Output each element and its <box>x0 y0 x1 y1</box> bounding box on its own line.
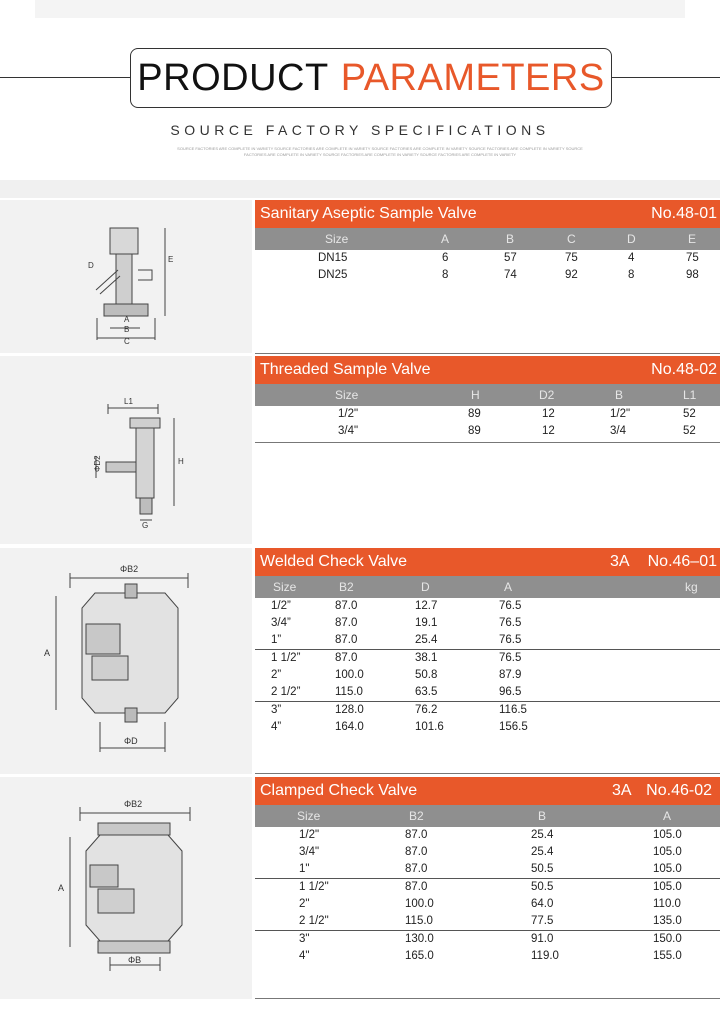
table-row <box>255 844 720 861</box>
cell: 105.0 <box>653 863 682 875</box>
label-b: B <box>124 325 130 334</box>
cell: 52 <box>683 408 696 420</box>
table-body <box>255 827 720 965</box>
cell: 6 <box>442 252 449 264</box>
product-name: Welded Check Valve <box>260 553 408 570</box>
col-l1: L1 <box>683 388 697 402</box>
cell: 2” <box>271 669 282 681</box>
cell: 74 <box>504 269 517 281</box>
table-row <box>255 667 720 684</box>
product-code: No.46–01 <box>647 553 717 570</box>
cell: 3" <box>299 933 310 945</box>
product-header <box>255 548 720 576</box>
label-a: A <box>124 315 130 324</box>
title-word-1: PRODUCT <box>137 56 329 99</box>
spec-panel-aseptic <box>255 200 720 284</box>
table-row <box>255 913 720 930</box>
col-b: B <box>506 232 515 246</box>
cell: 115.0 <box>335 686 363 698</box>
product-header <box>255 777 720 805</box>
label-d2: ΦD2 <box>93 455 102 472</box>
table-row <box>255 896 720 913</box>
section-divider-top <box>0 180 720 198</box>
cell: 105.0 <box>653 846 682 858</box>
cell: 2 1/2” <box>271 686 301 698</box>
table-row <box>255 423 720 440</box>
cell: 25.4 <box>415 634 438 646</box>
cell: 100.0 <box>335 669 364 681</box>
cell: 87.0 <box>405 863 428 875</box>
title-word-2: PARAMETERS <box>340 56 605 99</box>
cell: 119.0 <box>531 950 559 962</box>
cell: 3” <box>271 704 282 716</box>
page-title <box>130 48 612 108</box>
cell: 12.7 <box>415 600 438 612</box>
cell: 4” <box>271 721 282 733</box>
cell: 1" <box>299 863 310 875</box>
section-bottom-line <box>255 998 720 999</box>
table-row <box>255 827 720 844</box>
cell: 87.0 <box>335 600 358 612</box>
col-size: Size <box>325 232 349 246</box>
cell: 89 <box>468 408 481 420</box>
table-row <box>255 250 720 267</box>
cell: 128.0 <box>335 704 364 716</box>
col-b: B <box>538 809 547 823</box>
col-size: Size <box>335 388 359 402</box>
table-header-row <box>255 805 720 827</box>
cell: 2 1/2" <box>299 915 329 927</box>
product-header <box>255 356 720 384</box>
label-g: G <box>142 521 149 530</box>
cell: 63.5 <box>415 686 438 698</box>
table-row <box>255 267 720 284</box>
diagram-aseptic <box>0 200 252 353</box>
table-row <box>255 598 720 615</box>
cell: 110.0 <box>653 898 681 910</box>
cell: 96.5 <box>499 686 522 698</box>
top-band <box>35 0 685 18</box>
cell: 38.1 <box>415 652 438 664</box>
fine-print-1: SOURCE FACTORIES ARE COMPLETE IN VARIETY SOURCE FACTORIES ARE COMPLETE IN VARIETY SOURCE FACTORIES ARE COMPLETE IN VARIETY SOURCE FACTORIES ARE COMPLETE IN VARIETY SOURCE <box>177 146 583 151</box>
product-name: Threaded Sample Valve <box>260 361 431 378</box>
product-code: No.48-01 <box>651 205 717 222</box>
cell: 8 <box>442 269 449 281</box>
product-standard-tag: 3A <box>612 782 632 799</box>
cell: 1” <box>271 634 282 646</box>
table-row <box>255 632 720 649</box>
spec-panel-threaded <box>255 356 720 440</box>
cell: 3/4” <box>271 617 291 629</box>
cell: 19.1 <box>415 617 438 629</box>
cell: 75 <box>686 252 699 264</box>
table-header-row <box>255 576 720 598</box>
cell: 57 <box>504 252 517 264</box>
spec-panel-clamped <box>255 777 720 965</box>
col-size: Size <box>273 580 297 594</box>
spec-panel-welded <box>255 548 720 736</box>
cell: 3/4 <box>610 425 626 437</box>
cell: 130.0 <box>405 933 434 945</box>
diagram-threaded <box>0 356 252 544</box>
cell: 12 <box>542 425 555 437</box>
section-bottom-line <box>255 773 720 774</box>
col-kg: kg <box>685 580 698 594</box>
product-name: Clamped Check Valve <box>260 782 418 799</box>
cell: 87.0 <box>335 652 358 664</box>
col-b2: B2 <box>409 809 424 823</box>
table-row <box>255 406 720 423</box>
col-d: D <box>421 580 430 594</box>
valve-drawing-threaded <box>0 356 252 544</box>
label-d: ΦD <box>124 736 138 746</box>
cell: 1/2" <box>299 829 320 841</box>
table-row <box>255 861 720 878</box>
table-header-row <box>255 384 720 406</box>
cell: 135.0 <box>653 915 682 927</box>
cell: 89 <box>468 425 481 437</box>
cell: DN25 <box>318 269 348 281</box>
label-e: E <box>168 255 174 264</box>
product-code: No.46-02 <box>646 782 712 799</box>
cell: 164.0 <box>335 721 364 733</box>
table-row <box>255 684 720 701</box>
product-standard-tag: 3A <box>610 553 630 570</box>
label-b: ΦB <box>128 955 142 965</box>
col-e: E <box>688 232 697 246</box>
cell: 1/2" <box>610 408 631 420</box>
valve-drawing-aseptic <box>0 200 252 353</box>
cell: 100.0 <box>405 898 434 910</box>
cell: 101.6 <box>415 721 444 733</box>
table-body <box>255 598 720 736</box>
table-row <box>255 702 720 719</box>
section-bottom-line <box>255 442 720 443</box>
cell: 4" <box>299 950 310 962</box>
col-d: D <box>627 232 636 246</box>
table-row <box>255 931 720 948</box>
table-row <box>255 879 720 896</box>
cell: 76.5 <box>499 600 522 612</box>
cell: 76.2 <box>415 704 438 716</box>
cell: 105.0 <box>653 829 682 841</box>
cell: 64.0 <box>531 898 554 910</box>
col-h: H <box>471 388 480 402</box>
cell: 87.0 <box>405 829 428 841</box>
cell: 87.0 <box>335 634 358 646</box>
cell: 156.5 <box>499 721 528 733</box>
cell: 50.5 <box>531 863 554 875</box>
cell: 12 <box>542 408 555 420</box>
cell: 87.0 <box>335 617 358 629</box>
cell: 25.4 <box>531 846 554 858</box>
diagram-welded <box>0 548 252 774</box>
label-h: H <box>178 457 184 466</box>
col-c: C <box>567 232 576 246</box>
section-bottom-line <box>255 353 720 354</box>
label-l1: L1 <box>124 397 133 406</box>
table-row <box>255 719 720 736</box>
col-a: A <box>441 232 450 246</box>
label-a: A <box>58 883 65 893</box>
cell: 1 1/2" <box>299 881 329 893</box>
cell: 76.5 <box>499 652 522 664</box>
product-header <box>255 200 720 228</box>
table-row <box>255 650 720 667</box>
cell: 165.0 <box>405 950 434 962</box>
cell: 91.0 <box>531 933 554 945</box>
label-b2: ΦB2 <box>120 564 139 574</box>
table-header-row <box>255 228 720 250</box>
cell: DN15 <box>318 252 348 264</box>
cell: 50.8 <box>415 669 438 681</box>
label-d: D <box>88 261 94 270</box>
cell: 2" <box>299 898 310 910</box>
col-a: A <box>504 580 513 594</box>
table-row <box>255 948 720 965</box>
cell: 25.4 <box>531 829 554 841</box>
col-b: B <box>615 388 624 402</box>
product-code: No.48-02 <box>651 361 717 378</box>
valve-drawing-clamped <box>0 777 252 999</box>
cell: 52 <box>683 425 696 437</box>
col-b2: B2 <box>339 580 354 594</box>
cell: 98 <box>686 269 699 281</box>
cell: 87.0 <box>405 846 428 858</box>
col-d2: D2 <box>539 388 555 402</box>
label-a: A <box>44 648 51 658</box>
cell: 87.0 <box>405 881 428 893</box>
cell: 3/4" <box>338 425 359 437</box>
cell: 92 <box>565 269 578 281</box>
cell: 115.0 <box>405 915 433 927</box>
col-size: Size <box>297 809 321 823</box>
cell: 8 <box>628 269 635 281</box>
cell: 150.0 <box>653 933 682 945</box>
cell: 3/4" <box>299 846 320 858</box>
table-row <box>255 615 720 632</box>
valve-drawing-welded <box>0 548 252 774</box>
fine-print-2: FACTORIES ARE COMPLETE IN VARIETY SOURCE FACTORIES ARE COMPLETE IN VARIETY SOURCE FACTORIES ARE COMPLETE IN VARIETY <box>243 152 517 157</box>
cell: 116.5 <box>499 704 527 716</box>
cell: 4 <box>628 252 635 264</box>
title-rule-left <box>0 77 130 78</box>
col-a: A <box>663 809 672 823</box>
cell: 75 <box>565 252 578 264</box>
cell: 77.5 <box>531 915 554 927</box>
cell: 1 1/2” <box>271 652 301 664</box>
cell: 76.5 <box>499 617 522 629</box>
cell: 105.0 <box>653 881 682 893</box>
cell: 87.9 <box>499 669 522 681</box>
cell: 1/2” <box>271 600 291 612</box>
label-c: C <box>124 337 130 346</box>
cell: 76.5 <box>499 634 522 646</box>
cell: 50.5 <box>531 881 554 893</box>
cell: 1/2" <box>338 408 359 420</box>
cell: 155.0 <box>653 950 682 962</box>
label-b2: ΦB2 <box>124 799 143 809</box>
page-subtitle: SOURCE FACTORY SPECIFICATIONS <box>170 122 550 138</box>
title-rule-right <box>612 77 720 78</box>
diagram-clamped <box>0 777 252 999</box>
product-name: Sanitary Aseptic Sample Valve <box>260 205 477 222</box>
